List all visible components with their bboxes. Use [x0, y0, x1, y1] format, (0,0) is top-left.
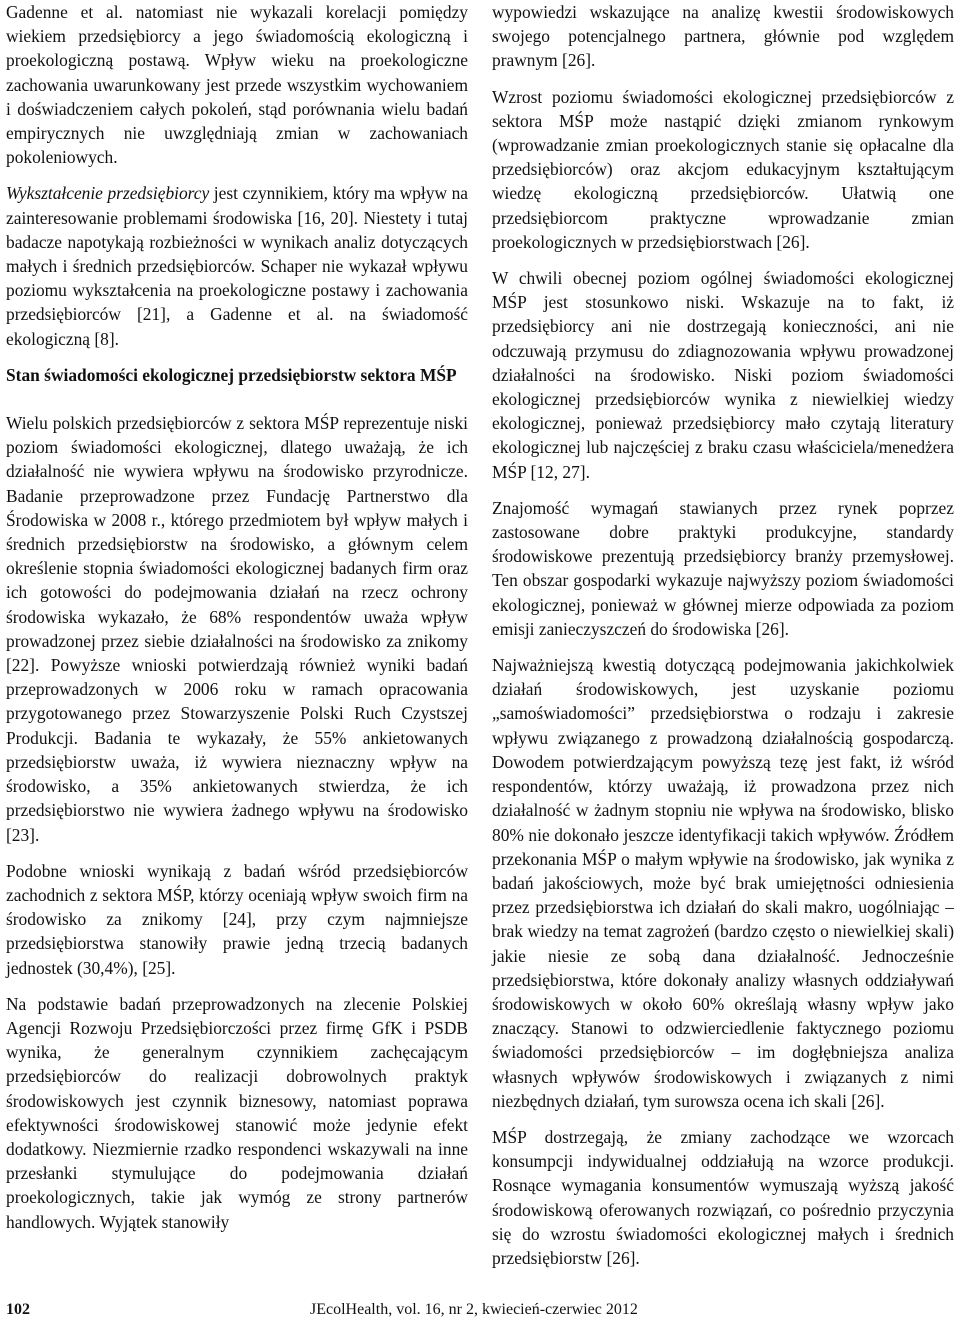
paragraph: Najważniejszą kwestią dotyczącą podejmowania jakichkolwiek działań środowiskowych, jest uzyskanie poziomu „samoświadomości” przedsiębiorstwa o rodzaju i zakresie wpływu związanego z prowadzoną działalnością gospodarczą. Dowodem potwierdzającym powyższą tezę jest fakt, iż wśród respondentów, którzy uważają, iż prowadzona przez nich działalność w żadnym stopniu nie wpływa na środowisko, blisko 80% nie dokonało jeszcze identyfikacji takich wpływów. Źródłem przekonania MŚP o małym wpływie na środowisko, jak wynika z badań jakościowych, może być brak umiejętności odniesienia przez przedsiębiorstwa ich działań do skali makro, uogólniając – brak wiedzy na temat zagrożeń (bardzo często o niewielkiej skali) jakie niesie ze sobą dana działalność. Jednocześnie przedsiębiorstwa, które dokonały analizy własnych oddziaływań środowiskowych w około 60% określają własny wpływ jako znaczący. Stanowi to odzwierciedlenie faktycznego poziomu świadomości przedsiębiorców – im dogłębniejsza analiza własnych wpływów środowiskowych i związanych z nimi niezbędnych działań, tym surowsza ocena ich skali [26].	[492, 655, 954, 1111]
paragraph: wypowiedzi wskazujące na analizę kwestii środowiskowych swojego potencjalnego partnera, głównie pod względem prawnym [26].	[492, 2, 954, 71]
italic-term: Wykształcenie przedsiębiorcy	[6, 183, 210, 204]
paragraph: MŚP dostrzegają, że zmiany zachodzące we wzorcach konsumpcji indywidualnej oddziałują na wzorce produkcji. Rosnące wymagania konsumentów wymuszają wyższą jakość środowiskową oferowanych rozwiązań, co pośrednio przyczynia się do wzrostu świadomości ekologicznej małych i średnich przedsiębiorstw [26].	[492, 1126, 954, 1268]
paragraph: Znajomość wymagań stawianych przez rynek poprzez zastosowane dobre praktyki produkcyjne, standardy środowiskowe prezentują przedsiębiorcy branży przemysłowej. Ten obszar gospodarki wykazuje najwyższy poziom świadomości ekologicznej, ponieważ w głównej mierze odpowiada za poziom emisji zanieczyszczeń do środowiska [26].	[492, 497, 954, 639]
journal-citation: JEcolHealth, vol. 16, nr 2, kwiecień-czerwiec 2012	[310, 1301, 638, 1318]
page-footer	[0, 1298, 960, 1326]
section-heading: Stan świadomości ekologicznej przedsiębiorstw sektora MŚP	[6, 364, 457, 385]
paragraph: Wzrost poziomu świadomości ekologicznej przedsiębiorców z sektora MŚP może nastąpić dzięki zmianom rynkowym (wprowadzanie zmian proekologicznych stanie się opłacalne dla przedsiębiorców) oraz akcjom edukacyjnym kształtującym wiedzę ekologiczną przedsiębiorców. Ułatwią one przedsiębiorcom praktyczne wprowadzanie zmian proekologicznych w przedsiębiorstwach [26].	[492, 86, 954, 252]
left-column	[6, 0, 468, 1246]
paragraph: W chwili obecnej poziom ogólnej świadomości ekologicznej MŚP jest stosunkowo niski. Wskazuje na to fakt, iż przedsiębiorcy ani nie dostrzegają konieczności, ani nie odczuwają przymusu do zdiagnozowania wpływu prowadzonej działalności na środowisko. Niski poziom świadomości ekologicznej przedsiębiorców wynika z niewielkiej wiedzy ekologicznej, ponieważ przedsiębiorcy mało czytają literatury ekologicznej lub najczęściej z braku czasu właściciela/menedżera MŚP [12, 27].	[492, 268, 954, 482]
paragraph: Podobne wnioski wynikają z badań wśród przedsiębiorców zachodnich z sektora MŚP, którzy oceniają wpływ swoich firm na środowisko za znikomy [24], przy czym najmniejsze przedsiębiorstwa stanowiły prawie jedną trzecią badanych jednostek (30,4%), [25].	[6, 860, 468, 978]
page-number: 102	[6, 1301, 30, 1318]
paragraph: Wielu polskich przedsiębiorców z sektora MŚP reprezentuje niski poziom świadomości ekologicznej, dlatego uważają, że ich działalność nie wywiera wpływu na środowisko przyrodnicze. Badanie przeprowadzone przez Fundację Partnerstwo dla Środowiska w 2008 r., którego przedmiotem był wpływ małych i średnich przedsiębiorstw na środowisko, a głównym celem określenie stopnia świadomości ekologicznej badanych firm oraz ich gotowości do podejmowania działań na rzecz ochrony środowiska wykazało, że 68% respondentów uważa wpływ prowadzonej przez siebie działalności na środowisko za znikomy [22]. Powyższe wnioski potwierdzają również wyniki badań przeprowadzonych w 2006 roku w ramach opracowania przygotowanego przez Stowarzyszenie Polski Ruch Czystszej Produkcji. Badania te wykazały, że 55% ankietowanych przedsiębiorstw uważa, iż wywiera nieznaczny wpływ na środowisko, a 35% ankietowanych stwierdza, że ich przedsiębiorstwo nie wywiera żadnego wpływu na środowisko [23].	[6, 413, 468, 845]
paragraph-text: jest czynnikiem, który ma wpływ na zainteresowanie problemami środowiska [16, 20]. Niestety i tutaj badacze napotykają rozbieżności w wynikach analiz dotyczących małych i średnich przedsiębiorców. Schaper nie wykazał wpływu poziomu wykształcenia na proekologiczne postawy i zachowania przedsiębiorców [21], a Gadenne et al. na świadomość ekologiczną [8].	[6, 183, 469, 349]
paragraph: Na podstawie badań przeprowadzonych na zlecenie Polskiej Agencji Rozwoju Przedsiębiorczości przez firmę GfK i PSDB wynika, że generalnym czynnikiem zachęcającym przedsiębiorców do realizacji dobrowolnych praktyk środowiskowych jest czynnik biznesowy, natomiast poprawa efektywności środowiskowej stanowić może jedynie efekt dodatkowy. Niezmiernie rzadko respondenci wskazywali na inne przesłanki stymulujące do podejmowania działań proekologicznych, takie jak wymóg ze strony partnerów handlowych. Wyjątek stanowiły	[6, 993, 468, 1232]
paragraph: Gadenne et al. natomiast nie wykazali korelacji pomiędzy wiekiem przedsiębiorcy a jego świadomością ekologiczną i proekologiczną postawą. Wpływ wieku na proekologiczne zachowania uwarunkowany jest przede wszystkim wychowaniem i doświadczeniem całych pokoleń, stąd porównania wielu badań empirycznych nie uwzględniają zmian w zachowaniach pokoleniowych.	[6, 2, 468, 168]
right-column	[492, 0, 954, 1282]
paragraph	[6, 181, 468, 350]
